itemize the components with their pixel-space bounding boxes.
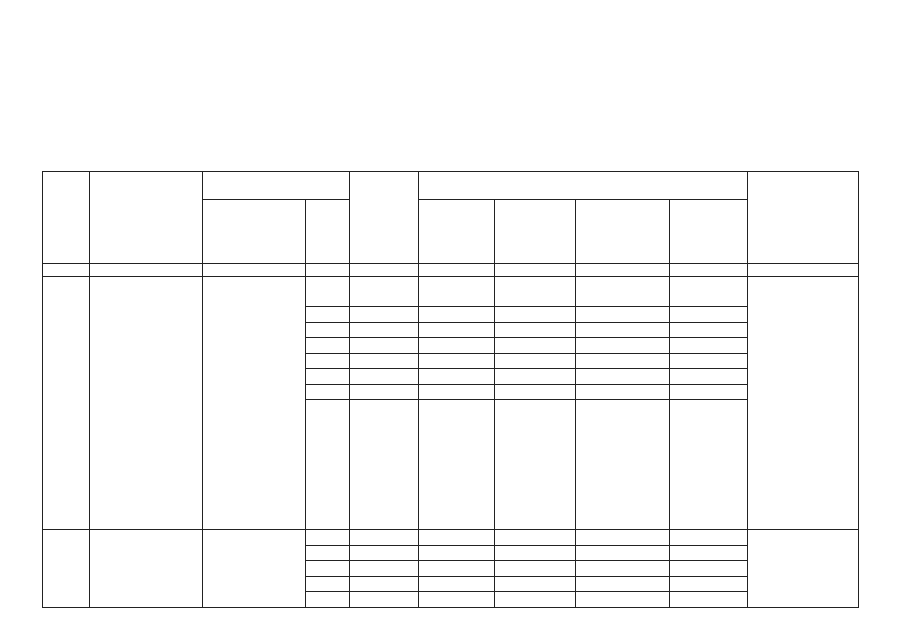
table-body — [43, 172, 859, 608]
header-local — [670, 200, 748, 264]
term-value — [350, 369, 419, 385]
local-value — [670, 530, 748, 546]
total-value — [419, 576, 495, 592]
task-row — [43, 277, 859, 307]
task-number — [43, 530, 90, 608]
header-name — [90, 172, 203, 264]
term-value — [350, 322, 419, 338]
header-result-group — [203, 172, 350, 200]
total-value — [419, 353, 495, 369]
column-number — [576, 264, 670, 277]
regional-value — [576, 353, 670, 369]
total-value — [419, 307, 495, 323]
regional-value — [576, 384, 670, 400]
empty-cell — [670, 400, 748, 530]
regional-value — [576, 530, 670, 546]
task-result — [203, 530, 306, 608]
local-value — [670, 545, 748, 561]
local-value — [670, 369, 748, 385]
term-value — [350, 561, 419, 577]
regional-value — [576, 561, 670, 577]
column-number — [419, 264, 495, 277]
local-value — [670, 384, 748, 400]
federal-value — [495, 338, 576, 354]
regional-value — [576, 322, 670, 338]
federal-value — [495, 369, 576, 385]
total-value — [419, 561, 495, 577]
column-number — [495, 264, 576, 277]
plan-value — [306, 530, 350, 546]
federal-value — [495, 307, 576, 323]
plan-value — [306, 384, 350, 400]
empty-cell — [495, 400, 576, 530]
total-value — [419, 530, 495, 546]
header-result-plan — [306, 200, 350, 264]
federal-value — [495, 592, 576, 608]
plan-value — [306, 561, 350, 577]
plan-value — [306, 369, 350, 385]
total-value — [419, 277, 495, 307]
total-value — [419, 592, 495, 608]
task-executor — [748, 277, 859, 530]
column-number — [90, 264, 203, 277]
local-value — [670, 353, 748, 369]
regional-value — [576, 307, 670, 323]
header-federal — [495, 200, 576, 264]
header-executor — [748, 172, 859, 264]
task-name — [90, 277, 203, 530]
term-value — [350, 545, 419, 561]
federal-value — [495, 322, 576, 338]
plan-value — [306, 322, 350, 338]
regional-value — [576, 369, 670, 385]
column-number — [43, 264, 90, 277]
local-value — [670, 561, 748, 577]
term-value — [350, 530, 419, 546]
term-value — [350, 384, 419, 400]
empty-cell — [350, 400, 419, 530]
term-value — [350, 353, 419, 369]
regional-value — [576, 338, 670, 354]
local-value — [670, 592, 748, 608]
column-number — [748, 264, 859, 277]
term-value — [350, 592, 419, 608]
plan-value — [306, 353, 350, 369]
header-total — [419, 200, 495, 264]
local-value — [670, 576, 748, 592]
header-regional — [576, 200, 670, 264]
task-executor — [748, 530, 859, 608]
federal-value — [495, 353, 576, 369]
total-value — [419, 322, 495, 338]
local-value — [670, 277, 748, 307]
regional-value — [576, 592, 670, 608]
total-value — [419, 545, 495, 561]
federal-value — [495, 576, 576, 592]
federal-value — [495, 545, 576, 561]
local-value — [670, 307, 748, 323]
plan-value — [306, 277, 350, 307]
column-number — [203, 264, 306, 277]
header-term — [350, 172, 419, 264]
task-result — [203, 277, 306, 530]
local-value — [670, 322, 748, 338]
column-number — [306, 264, 350, 277]
column-number — [350, 264, 419, 277]
plan-value — [306, 338, 350, 354]
regional-value — [576, 576, 670, 592]
plan-value — [306, 592, 350, 608]
plan-value — [306, 576, 350, 592]
term-value — [350, 576, 419, 592]
header-financing-group — [419, 172, 748, 200]
plan-value — [306, 307, 350, 323]
local-value — [670, 338, 748, 354]
plan-value — [306, 545, 350, 561]
term-value — [350, 307, 419, 323]
tasks-table — [42, 171, 859, 608]
federal-value — [495, 384, 576, 400]
column-number — [670, 264, 748, 277]
term-value — [350, 338, 419, 354]
empty-cell — [306, 400, 350, 530]
federal-value — [495, 530, 576, 546]
header-row — [43, 172, 859, 200]
empty-cell — [419, 400, 495, 530]
regional-value — [576, 545, 670, 561]
total-value — [419, 384, 495, 400]
federal-value — [495, 277, 576, 307]
header-num — [43, 172, 90, 264]
column-numbers-row — [43, 264, 859, 277]
total-value — [419, 369, 495, 385]
total-value — [419, 338, 495, 354]
empty-cell — [576, 400, 670, 530]
regional-value — [576, 277, 670, 307]
header-result-name — [203, 200, 306, 264]
federal-value — [495, 561, 576, 577]
task-name — [90, 530, 203, 608]
term-value — [350, 277, 419, 307]
task-number — [43, 277, 90, 530]
task-row — [43, 530, 859, 546]
